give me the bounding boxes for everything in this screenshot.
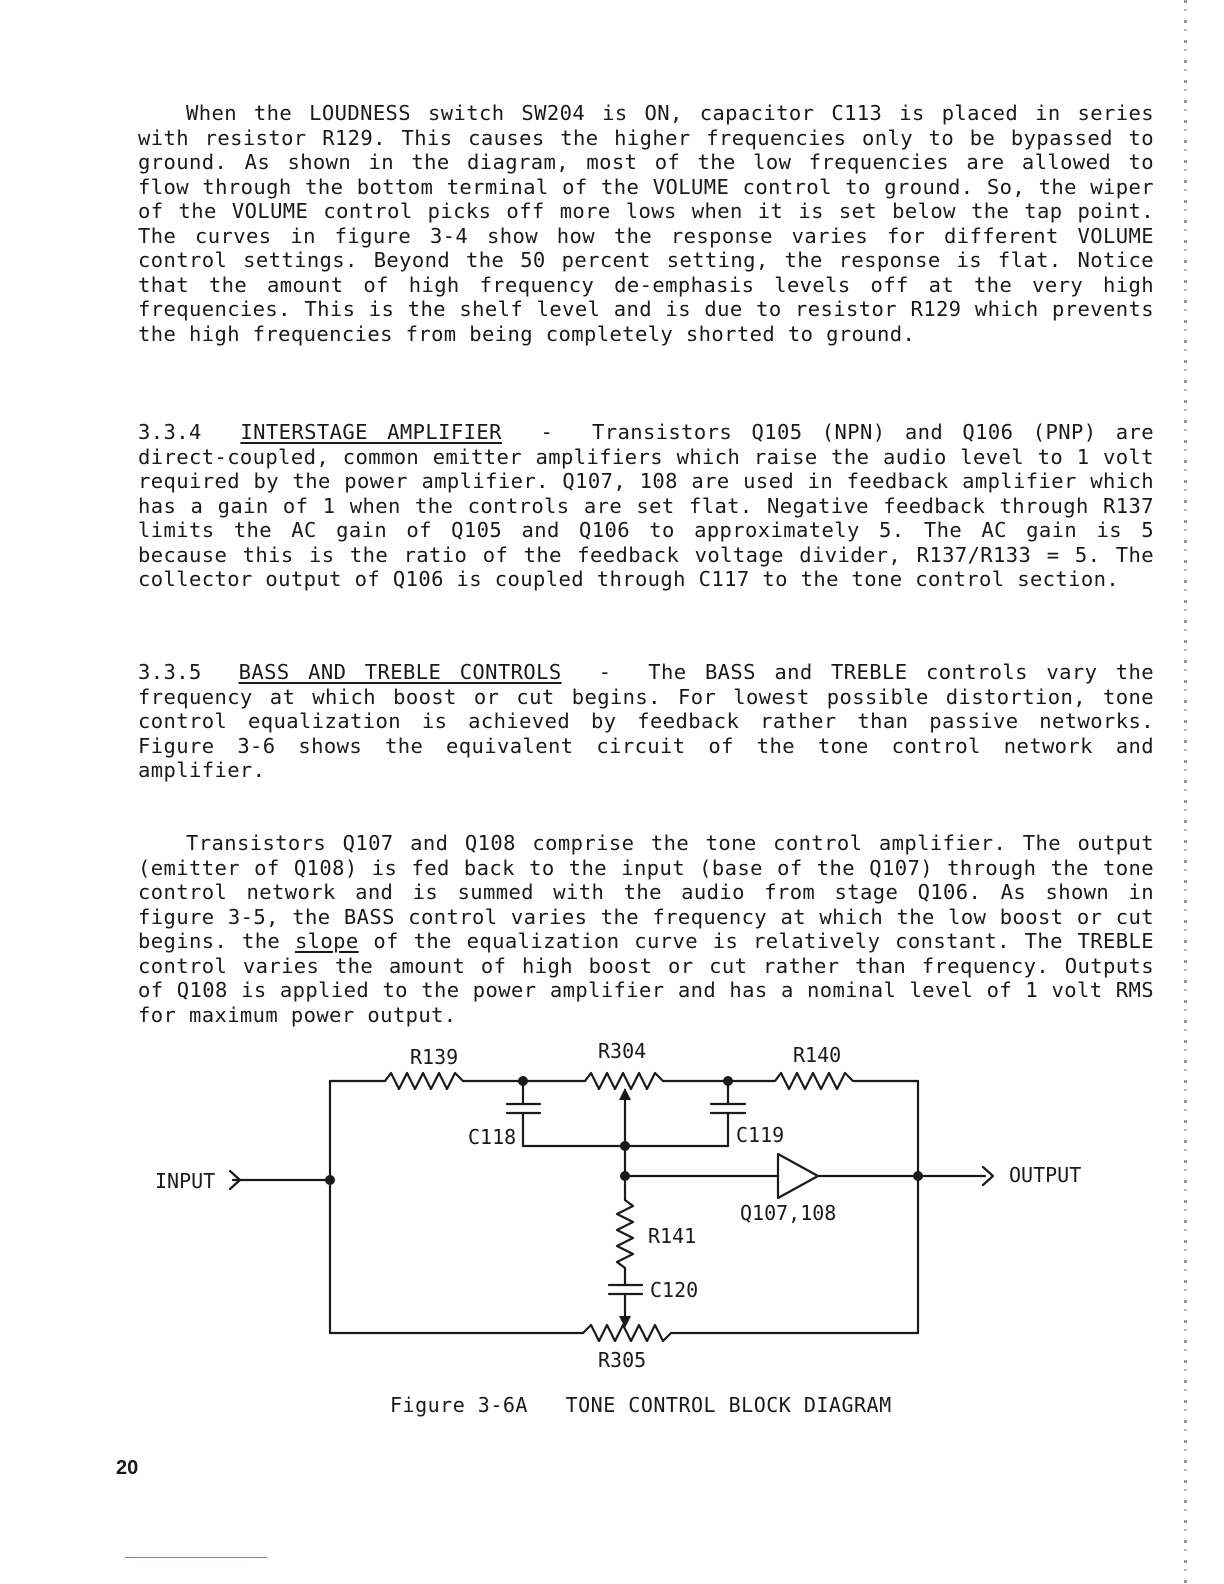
- bottom-rule-divider: [125, 1557, 267, 1558]
- underlined-word-slope: slope: [294, 929, 359, 953]
- section-heading: INTERSTAGE AMPLIFIER: [240, 420, 502, 444]
- scan-edge-shadow: [1184, 0, 1187, 1584]
- r139-label: R139: [410, 1045, 459, 1069]
- r305-label: R305: [598, 1348, 647, 1372]
- input-label: INPUT: [155, 1169, 216, 1193]
- paragraph-tone-amplifier: [138, 831, 1167, 1027]
- r140-label: R140: [793, 1043, 842, 1067]
- c118-label: C118: [468, 1125, 517, 1149]
- section-3-3-5: [138, 660, 1167, 783]
- amplifier-label: Q107,108: [740, 1201, 837, 1225]
- heading-separator: -: [540, 420, 554, 444]
- r304-label: R304: [598, 1039, 647, 1063]
- page-number: 20: [116, 1457, 139, 1479]
- section-body: Transistors Q105 (NPN) and Q106 (PNP) are direct-coupled, common emitter amplifiers which raise the audio level to 1 volt required by the power amplifier. Q107, 108 are used in feedback amplifier which has a gain of 1 when the controls are set flat. Negative feedback through R137 limits the AC gain of Q105 and Q106 to approximately 5. The AC gain is 5 because this is the ratio of the feedback voltage divider, R137/R133 = 5. The collector output of Q106 is coupled through C117 to the tone control section.: [138, 420, 1167, 591]
- r139-resistor: [330, 1073, 523, 1089]
- tone-control-block-diagram: [0, 1030, 1224, 1390]
- section-number: 3.3.4: [138, 420, 202, 444]
- c120-label: C120: [650, 1278, 699, 1302]
- q107-108-amplifier: [778, 1154, 818, 1198]
- r141-resistor: [617, 1176, 633, 1285]
- r141-label: R141: [648, 1224, 697, 1248]
- output-label: OUTPUT: [1009, 1163, 1082, 1187]
- figure-caption: Figure 3-6A TONE CONTROL BLOCK DIAGRAM: [390, 1393, 892, 1417]
- tone-amp-text-1: Transistors Q107 and Q108 comprise the tone control amplifier. The output (emitter of Q108) is fed back to the input (base of the Q107) through the tone control network and is summed with the audio from stage Q106. As shown in figure 3-5, the BASS control varies the frequency at which the low boost or cut begins. the: [138, 831, 1167, 953]
- section-3-3-4: [138, 420, 1167, 592]
- tone-amp-text-2: of the equalization curve is relatively constant. The TREBLE control varies the amount of high boost or cut rather than frequency. Outputs of Q108 is applied to the power amplifier and has a nominal level of 1 volt RMS for maximum power output.: [138, 929, 1167, 1027]
- section-heading: BASS AND TREBLE CONTROLS: [238, 660, 562, 684]
- section-body: The BASS and TREBLE controls vary the frequency at which boost or cut begins. For lowest possible distortion, tone control equalization is achieved by feedback rather than passive networks. Figure 3-6 shows the equivalent circuit of the tone control network and amplifier.: [138, 660, 1167, 782]
- heading-separator: -: [598, 660, 612, 684]
- r304-resistor: [523, 1073, 728, 1089]
- paragraph-loudness: [138, 101, 1167, 346]
- section-number: 3.3.5: [138, 660, 202, 684]
- loudness-text: When the LOUDNESS switch SW204 is ON, capacitor C113 is placed in series with resistor R129. This causes the higher frequencies only to be bypassed to ground. As shown in the diagram, most of the low frequencies are allowed to flow through the bottom terminal of the VOLUME control to ground. So, the wiper of the VOLUME control picks off more lows when it is set below the tap point. The curves in figure 3-4 show how the response varies for different VOLUME control settings. Beyond the 50 percent setting, the response is flat. Notice that the amount of high frequency de-emphasis levels off at the very high frequencies. This is the shelf level and is due to resistor R129 which prevents the high frequencies from being completely shorted to ground.: [138, 101, 1167, 346]
- c119-label: C119: [736, 1123, 785, 1147]
